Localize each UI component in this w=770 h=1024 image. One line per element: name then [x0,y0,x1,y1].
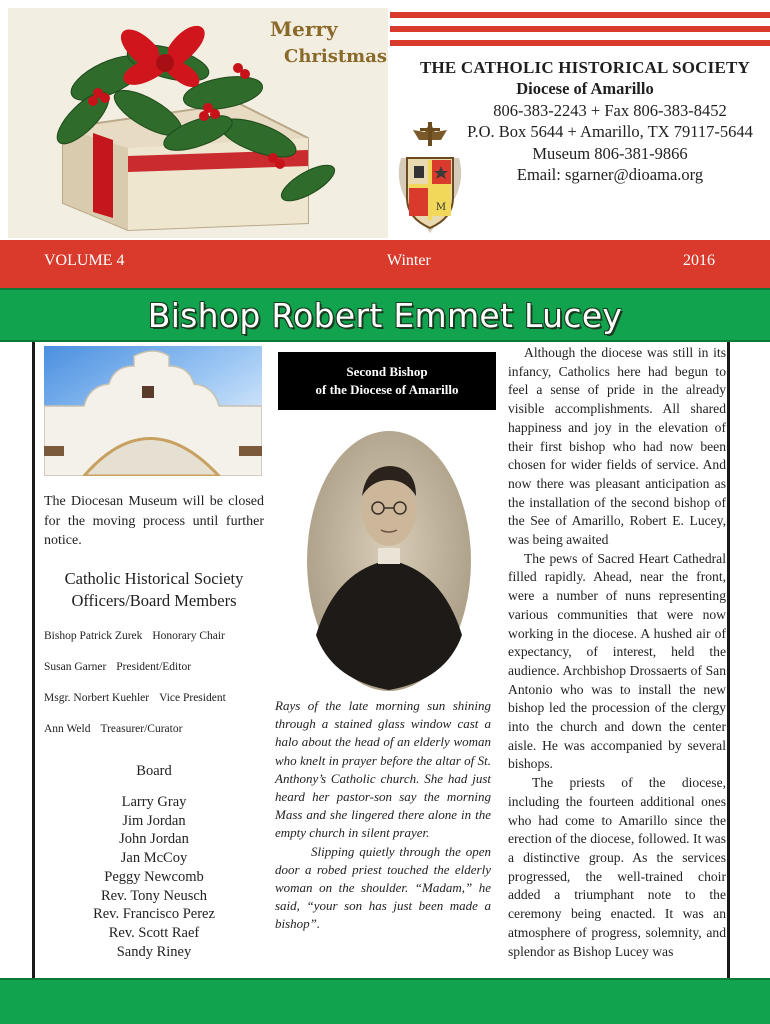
diocese-name: Diocese of Amarillo [516,79,654,98]
officers-heading-line2: Officers/Board Members [71,591,237,610]
article-body [508,344,726,961]
officer-name: Msgr. Norbert Kuehler [44,692,150,704]
article-paragraph: The pews of Sacred Heart Cathedral filled rapidly. Ahead, near the front, were a number of nuns representing various communities that were now working in the diocese. A hushed air of expectancy, of interest, held the audience. Archbishop Drossaerts of San Antonio who was to install the new bishop led the procession of the clergy into the church and down the center aisle. He was accompanied by several bishops. [508,550,726,772]
officer-name: Bishop Patrick Zurek [44,630,143,642]
column-rule [32,342,35,982]
year-label: 2016 [683,252,715,269]
board-member: Rev. Scott Raef [108,924,200,941]
article-paragraph: Although the diocese was still in its infancy, Catholics here had begun to feel a sense of pride in the already visible accomplishments. All shared happiness and joy in the elevation of their first bishop who had now been chosen for wider fields of service. And now there was pleasant anticipation as the installation of the second bishop of the See of Amarillo, Robert E. Lucey, was being awaited [508,345,726,548]
opening-story [275,697,491,934]
board-list [44,793,264,961]
museum-phone: Museum 806-381-9866 [532,143,688,163]
season-label: Winter [387,252,431,269]
officer-role: Treasurer/Curator [100,723,183,735]
board-heading: Board [136,763,172,779]
story-paragraph: Slipping quietly through the open door a robed priest touched the elderly woman on the shoulder. “Madam,” he said, “your son has just been made a bishop”. [275,843,491,932]
volume-label: VOLUME 4 [44,252,125,269]
diocese-crest-icon [395,118,465,238]
museum-notice: The Diocesan Museum will be closed for the moving process until further notice. [44,494,264,548]
board-member: Rev. Francisco Perez [93,906,215,923]
greeting-text-1: Merry [270,17,338,41]
email-address: Email: sgarner@dioama.org [516,165,704,184]
board-member: Rev. Tony Neusch [100,887,208,904]
board-member: Peggy Newcomb [104,868,204,885]
board-member: John Jordan [119,831,189,848]
officer-name: Susan Garner [44,661,107,673]
footer-bar [0,978,770,1024]
crest-letter: M [435,202,447,213]
officer-role: President/Editor [116,661,192,673]
story-paragraph: Rays of the late morning sun shining through a stained glass window cast a halo about the head of an elderly woman who knelt in prayer before the altar of St. Anthony’s Catholic church. She had just heard her pastor-son say the morning Mass and she lingered there alone in the empty church in silent prayer. [275,698,491,841]
bishop-portrait-photo [306,430,472,692]
officer-name: Ann Weld [44,723,91,735]
board-member: Larry Gray [121,794,187,810]
title-bar [0,288,770,342]
header-stripes [390,12,770,54]
officer-row [44,630,274,642]
article-title: Bishop Robert Emmet Lucey [147,296,623,335]
postal-address: P.O. Box 5644 + Amarillo, TX 79117-5644 [467,122,753,141]
officers-heading-line1: Catholic Historical Society [64,569,244,588]
subtitle-line1: Second Bishop [346,364,428,379]
officer-role: Vice President [159,692,226,704]
greeting-text-2: Christmas [284,46,388,67]
officers-heading [44,568,264,612]
board-member: Jan McCoy [120,850,188,867]
article-paragraph: The priests of the diocese, including the fourteen additional ones who had come to Amarillo since the erection of the diocese, followed. It was a distinctive group. As the services progressed, the well-trained choir added a triumphant note to the ceremony being enacted. It was an atmosphere of progress, solemnity, and splendor as Bishop Lucey was [508,775,726,959]
subtitle-box [278,352,496,410]
officer-row [44,723,274,735]
board-member: Sandy Riney [116,943,192,960]
society-name: THE CATHOLIC HISTORICAL SOCIETY [419,58,751,77]
christmas-gift-illustration [8,8,388,238]
officer-role: Honorary Chair [152,630,225,642]
column-rule [727,342,730,978]
board-member: Jim Jordan [122,812,186,829]
museum-building-photo [44,346,262,476]
officer-row [44,661,274,673]
subtitle-line2: of the Diocese of Amarillo [315,382,459,397]
officer-row [44,692,274,704]
phone-fax: 806-383-2243 + Fax 806-383-8452 [493,100,727,120]
issue-bar [0,240,770,288]
